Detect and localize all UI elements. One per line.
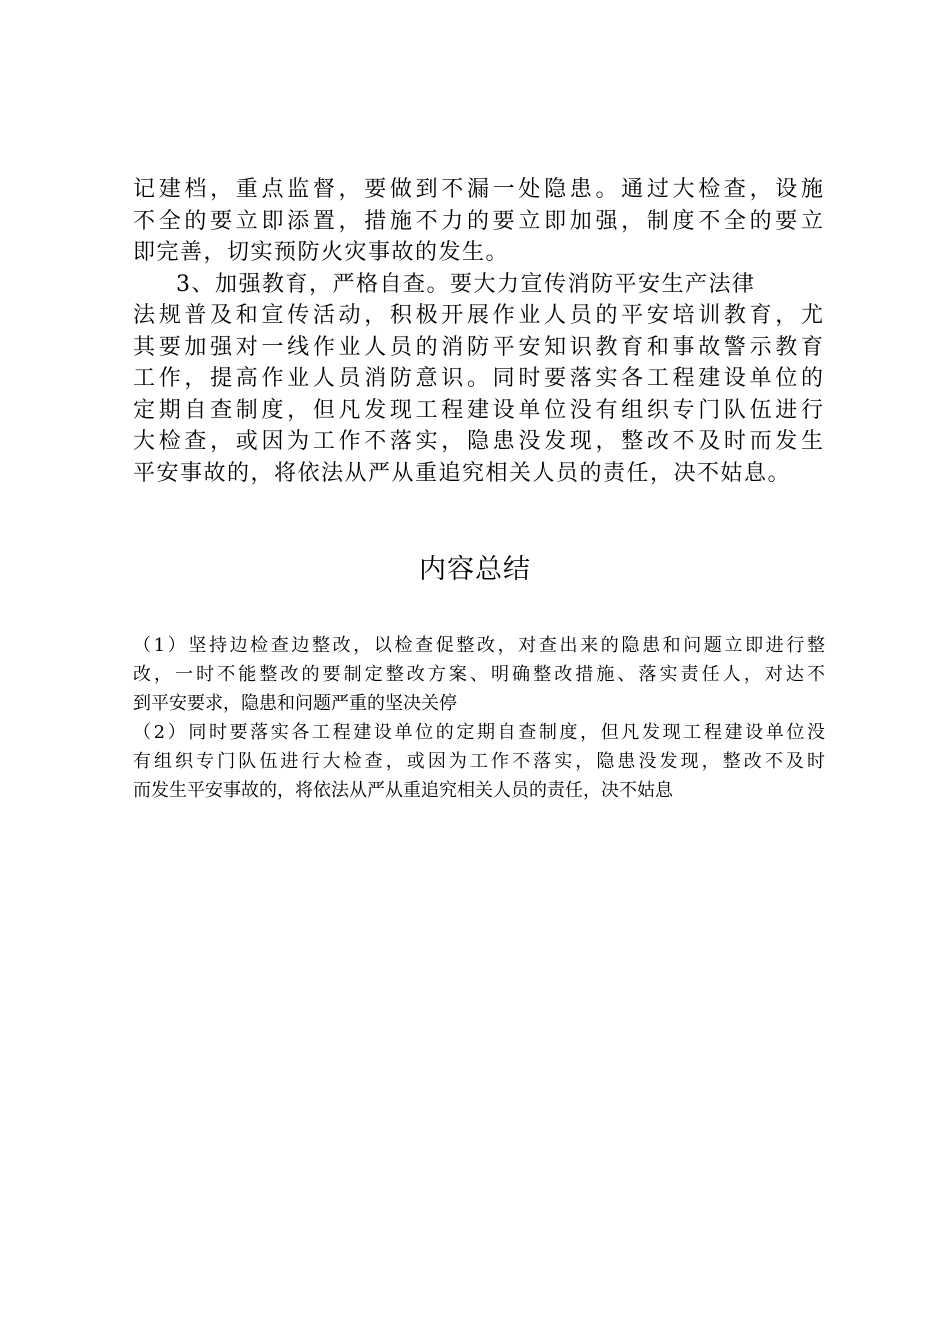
body-line: 工作，提高作业人员消防意识。同时要落实各工程建设单位的	[133, 366, 823, 391]
body-line: 即完善，切实预防火灾事故的发生。	[133, 240, 510, 265]
body-line: 记建档，重点监督，要做到不漏一处隐患。通过大检查，设施	[133, 177, 823, 202]
body-line: 3、加强教育，严格自查。要大力宣传消防平安生产法律	[176, 271, 756, 297]
body-line: 大检查，或因为工作不落实，隐患没发现，整改不及时而发生	[133, 429, 823, 454]
body-text	[133, 174, 823, 489]
summary-line: （2）同时要落实各工程建设单位的定期自查制度，但凡发现工程建设单位没	[133, 722, 825, 743]
summary-line: 到平安要求，隐患和问题严重的坚决关停	[133, 693, 457, 714]
summary-line: 改，一时不能整改的要制定整改方案、明确整改措施、落实责任人，对达不	[133, 664, 825, 685]
summary-text	[133, 631, 825, 805]
body-line: 不全的要立即添置，措施不力的要立即加强，制度不全的要立	[133, 208, 823, 234]
body-line: 定期自查制度，但凡发现工程建设单位没有组织专门队伍进行	[133, 397, 823, 423]
summary-line: 而发生平安事故的，将依法从严从重追究相关人员的责任，决不姑息	[133, 780, 673, 801]
body-line: 其要加强对一线作业人员的消防平安知识教育和事故警示教育	[133, 334, 823, 360]
body-line: 平安事故的，将依法从严从重追究相关人员的责任，决不姑息。	[133, 460, 792, 486]
summary-title: 内容总结	[419, 554, 531, 585]
body-line: 法规普及和宣传活动，积极开展作业人员的平安培训教育，尤	[133, 303, 823, 328]
summary-line: 有组织专门队伍进行大检查，或因为工作不落实，隐患没发现，整改不及时	[133, 751, 825, 772]
summary-line: （1）坚持边检查边整改，以检查促整改，对查出来的隐患和问题立即进行整	[133, 635, 825, 656]
